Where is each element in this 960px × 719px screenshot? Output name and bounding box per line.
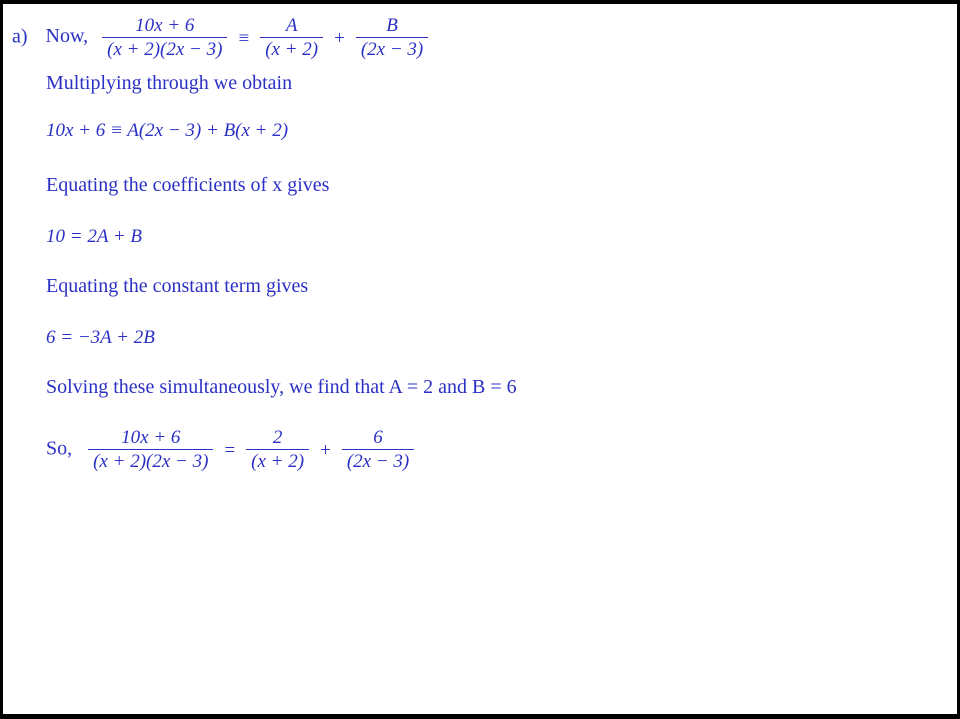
fraction-b: [356, 15, 428, 61]
fraction-a-denominator: (x + 2): [265, 39, 319, 61]
fraction-lhs-numerator: 10x + 6: [102, 15, 227, 38]
text-multiplying-through: Multiplying through we obtain: [46, 72, 293, 94]
final-fraction-lhs-numerator: 10x + 6: [88, 427, 213, 450]
fraction-b-denominator: (2x − 3): [360, 39, 424, 61]
intro-word: Now,: [45, 25, 89, 48]
line-final-result: [46, 428, 417, 474]
equivalence-sign: ≡: [238, 27, 250, 49]
final-fraction-6-numerator: 6: [342, 427, 414, 450]
final-fraction-6: [342, 427, 414, 473]
fraction-a: [260, 15, 323, 61]
final-fraction-lhs: [88, 427, 213, 473]
equals-sign: =: [224, 439, 236, 461]
equation-expanded-identity: 10x + 6 ≡ A(2x − 3) + B(x + 2): [46, 120, 289, 141]
fraction-a-numerator: A: [260, 15, 323, 38]
final-fraction-lhs-denominator: (x + 2)(2x − 3): [93, 451, 209, 473]
plus-sign-1: +: [334, 27, 345, 49]
final-fraction-6-denominator: (2x − 3): [346, 451, 410, 473]
item-label: a): [12, 25, 28, 48]
text-solving-simultaneously: Solving these simultaneously, we find that A = 2 and B = 6: [46, 376, 517, 398]
final-fraction-2: [246, 427, 309, 473]
text-equating-coefficients: Equating the coefficients of x gives: [46, 174, 330, 196]
fraction-b-numerator: B: [356, 15, 428, 38]
plus-sign-2: +: [320, 439, 331, 461]
fraction-lhs-denominator: (x + 2)(2x − 3): [107, 39, 223, 61]
so-word: So,: [46, 437, 73, 460]
final-fraction-2-numerator: 2: [246, 427, 309, 450]
text-equating-constant: Equating the constant term gives: [46, 275, 309, 297]
line-identity: [12, 16, 431, 62]
equation-coefficients: 10 = 2A + B: [46, 226, 143, 247]
final-fraction-2-denominator: (x + 2): [251, 451, 305, 473]
fraction-lhs: [102, 15, 227, 61]
equation-constant: 6 = −3A + 2B: [46, 327, 155, 348]
